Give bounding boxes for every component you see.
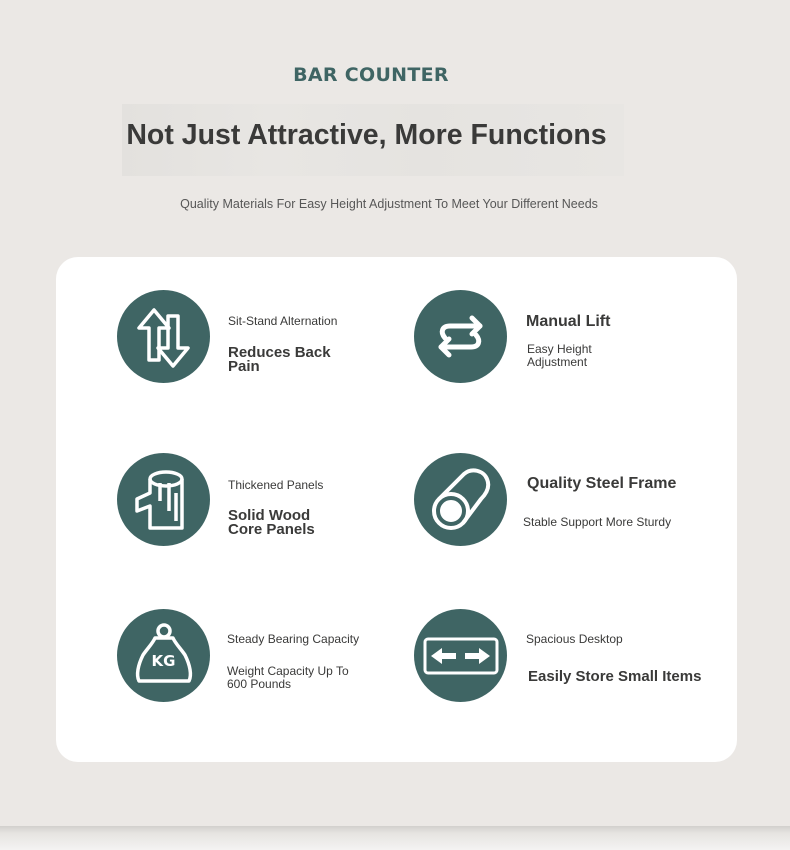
kg-label: KG [151, 652, 176, 670]
bottom-shadow-band [0, 826, 790, 850]
feature-label-primary: Sit-Stand Alternation [228, 314, 338, 328]
feature-label-secondary: Weight Capacity Up To 600 Pounds [227, 664, 349, 691]
page-subline: Quality Materials For Easy Height Adjustment To Meet Your Different Needs [180, 197, 598, 211]
steel-tube-icon [414, 453, 507, 546]
feature-label-primary: Manual Lift [526, 313, 611, 330]
feature-label-primary: Thickened Panels [228, 478, 324, 492]
feature-label-primary: Steady Bearing Capacity [227, 632, 360, 646]
eyebrow-title: BAR COUNTER [293, 64, 449, 86]
feature-label-secondary: Solid Wood Core Panels [228, 507, 315, 538]
feature-label-secondary: Easily Store Small Items [528, 668, 702, 685]
feature-label-secondary: Reduces Back Pain [228, 344, 331, 375]
feature-label-secondary: Stable Support More Sturdy [523, 515, 672, 529]
kg-weight-icon [117, 609, 210, 702]
expand-arrows-icon [414, 609, 507, 702]
page-headline: Not Just Attractive, More Functions [126, 119, 607, 151]
up-down-arrows-icon [117, 290, 210, 383]
loop-arrows-icon [414, 290, 507, 383]
features-card [56, 257, 737, 762]
feature-label-primary: Quality Steel Frame [527, 475, 677, 492]
feature-label-primary: Spacious Desktop [526, 632, 623, 646]
feature-label-secondary: Easy Height Adjustment [527, 342, 592, 369]
wood-log-icon [117, 453, 210, 546]
